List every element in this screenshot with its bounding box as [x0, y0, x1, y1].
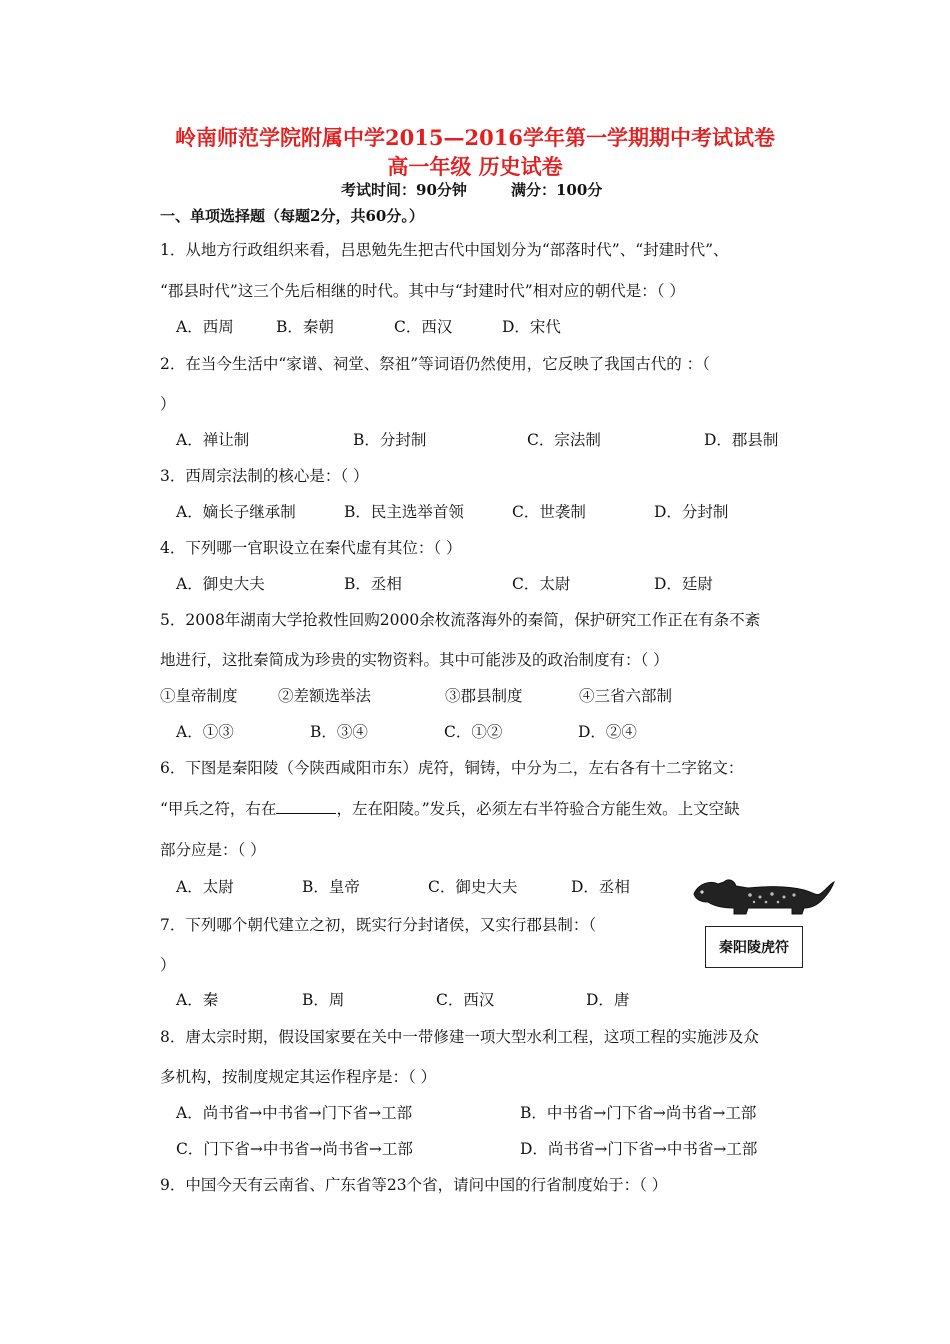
q3-option-b: B．民主选举首领 [344, 503, 464, 521]
q5-item-4: ④三省六部制 [579, 687, 673, 705]
q4-option-d: D．廷尉 [654, 575, 713, 593]
q5-option-a: A．①③ [176, 723, 234, 741]
question-1-line1: 1．从地方行政组织来看，吕思勉先生把古代中国划分为“部落时代”、“封建时代”、 [160, 241, 729, 259]
question-4-line1: 4．下列哪一官职设立在秦代虚有其位：（ ） [160, 539, 462, 557]
question-6-line2 [160, 797, 740, 819]
q5-option-c: C．①② [444, 723, 503, 741]
question-2-line1: 2．在当今生活中“家谱、祠堂、祭祖”等词语仍然使用，它反映了我国古代的 ：（ [160, 355, 710, 373]
q7-option-c: C．西汉 [436, 991, 495, 1009]
q5-item-1: ①皇帝制度 [160, 687, 238, 705]
question-8-line2: 多机构，按制度规定其运作程序是：（ ） [160, 1068, 437, 1086]
q1-option-b: B．秦朝 [276, 318, 334, 336]
q1-option-c: C．西汉 [394, 318, 453, 336]
question-7-line1: 7．下列哪个朝代建立之初，既实行分封诸侯，又实行郡县制：（ [160, 916, 597, 934]
q4-option-a: A．御史大夫 [176, 575, 265, 593]
q6-option-a: A．太尉 [176, 878, 234, 896]
question-3-line1: 3．西周宗法制的核心是：（ ） [160, 467, 369, 485]
q8-option-c: C．门下省→中书省→尚书省→工部 [176, 1140, 413, 1158]
q6-option-b: B．皇帝 [302, 878, 360, 896]
q1-option-d: D．宋代 [502, 318, 561, 336]
question-1-line2: “郡县时代”这三个先后相继的时代。其中与“封建时代”相对应的朝代是：（ ） [160, 282, 685, 300]
exam-title-line2: 高一年级 历史试卷 [387, 154, 563, 179]
q2-option-b: B．分封制 [353, 431, 427, 449]
q8-option-a: A．尚书省→中书省→门下省→工部 [176, 1104, 413, 1122]
question-5-line1: 5．2008年湖南大学抢救性回购2000余枚流落海外的秦简，保护研究工作正在有条不紊 [160, 611, 761, 629]
q2-option-a: A．禅让制 [176, 431, 250, 449]
q3-option-a: A．嫡长子继承制 [176, 503, 296, 521]
question-7-line2: ） [160, 956, 176, 974]
exam-full-score: 满分：100分 [511, 181, 603, 199]
q7-option-d: D．唐 [586, 991, 630, 1009]
q8-option-b: B．中书省→门下省→尚书省→工部 [520, 1104, 757, 1122]
q4-option-b: B．丞相 [344, 575, 402, 593]
q7-option-a: A．秦 [176, 991, 219, 1009]
q2-option-c: C．宗法制 [527, 431, 601, 449]
q6-line2-start: “甲兵之符，右在 [160, 800, 277, 818]
exam-time: 考试时间：90分钟 [341, 181, 467, 199]
question-6-line1: 6．下图是秦阳陵（今陕西咸阳市东）虎符，铜铸，中分为二，左右各有十二字铭文： [160, 759, 744, 777]
q6-line2-end: ，左在阳陵。”发兵，必须左右半符验合方能生效。上文空缺 [336, 800, 740, 818]
question-9-line1: 9．中国今天有云南省、广东省等23个省，请问中国的行省制度始于：（ ） [160, 1176, 668, 1194]
figure-caption: 秦阳陵虎符 [705, 926, 803, 968]
q5-option-d: D．②④ [578, 723, 637, 741]
q3-option-c: C．世袭制 [512, 503, 586, 521]
q5-item-2: ②差额选举法 [278, 687, 372, 705]
section-heading: 一、单项选择题（每题2分，共60分。） [160, 207, 424, 225]
question-6-line3: 部分应是：（ ） [160, 841, 266, 859]
exam-title-line1: 岭南师范学院附属中学2015—2016学年第一学期期中考试试卷 [175, 125, 775, 150]
q1-option-a: A．西周 [176, 318, 234, 336]
question-5-line2: 地进行，这批秦简成为珍贵的实物资料。其中可能涉及的政治制度有：（ ） [160, 651, 669, 669]
q3-option-d: D．分封制 [654, 503, 729, 521]
question-2-line2: ） [160, 395, 176, 413]
question-8-line1: 8．唐太宗时期，假设国家要在关中一带修建一项大型水利工程，这项工程的实施涉及众 [160, 1028, 759, 1046]
q2-option-d: D．郡县制 [704, 431, 779, 449]
q7-option-b: B．周 [302, 991, 345, 1009]
q4-option-c: C．太尉 [512, 575, 571, 593]
q8-option-d: D．尚书省→门下省→中书省→工部 [520, 1140, 758, 1158]
q6-option-d: D．丞相 [571, 878, 630, 896]
q5-item-3: ③郡县制度 [445, 687, 523, 705]
fill-in-blank [276, 799, 336, 814]
q5-option-b: B．③④ [310, 723, 368, 741]
q6-option-c: C．御史大夫 [428, 878, 518, 896]
